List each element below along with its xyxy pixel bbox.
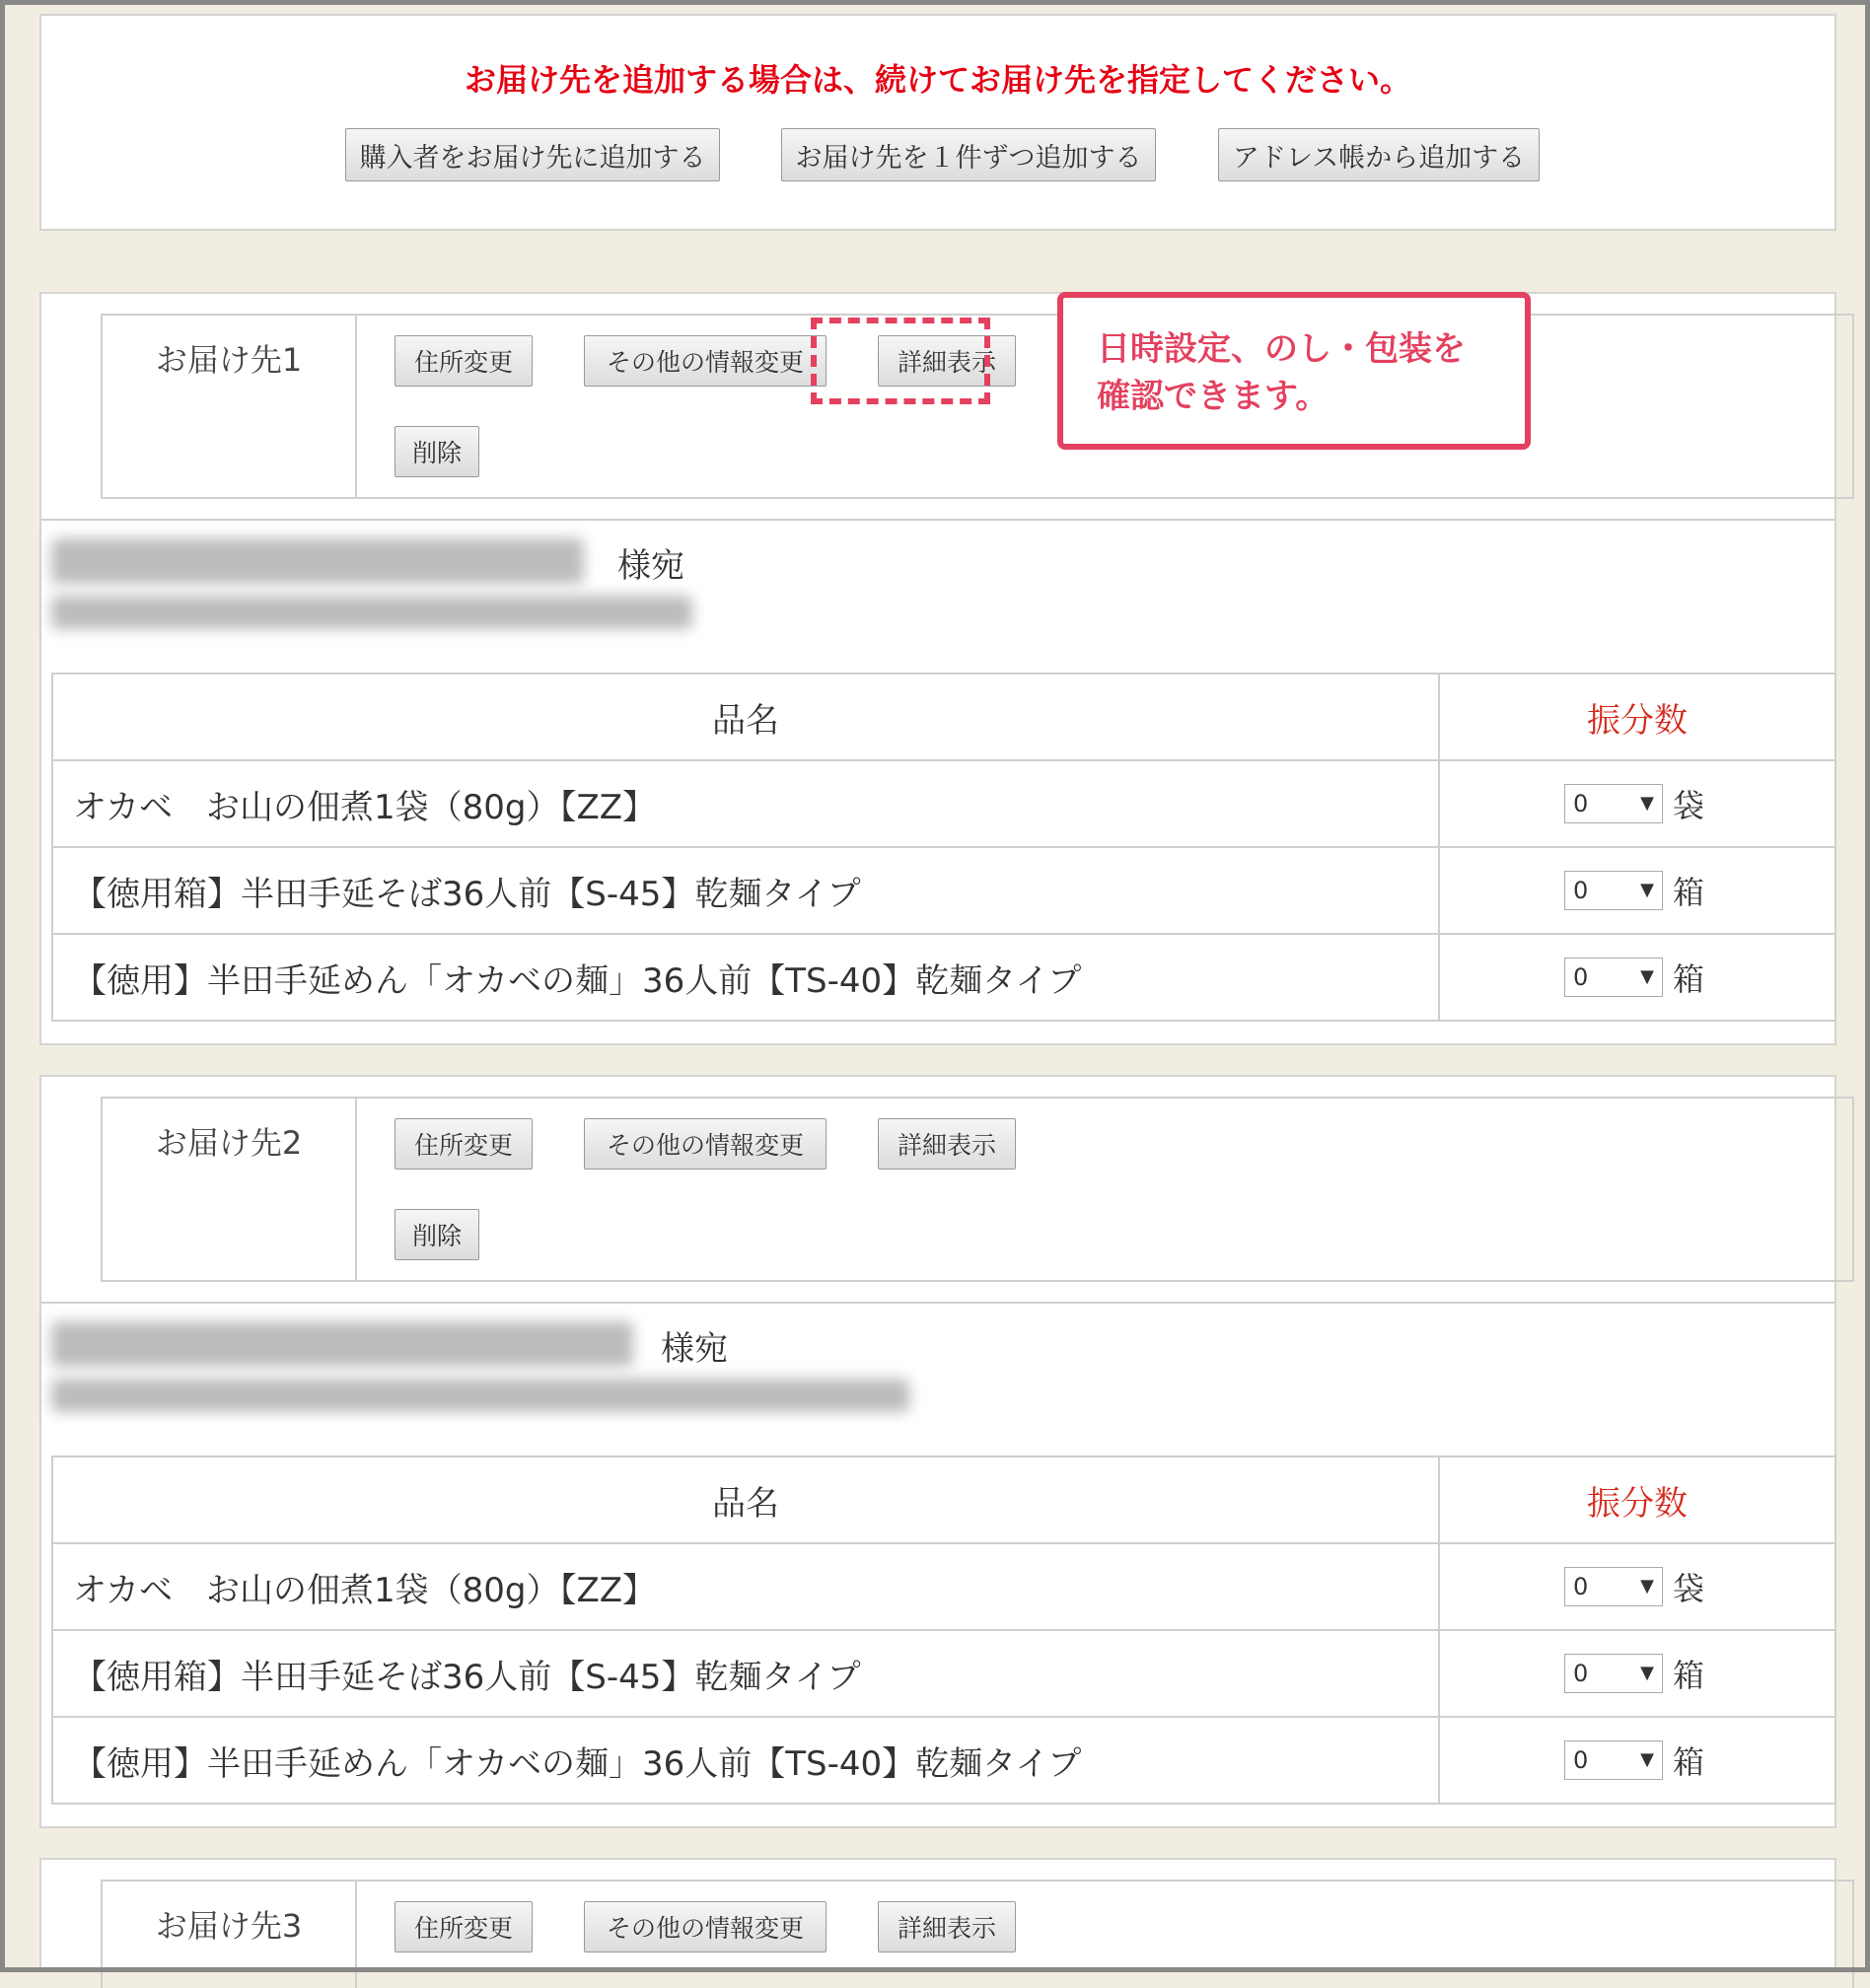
quantity-header: 振分数 <box>1439 674 1835 760</box>
destination-label: お届け先2 <box>155 1124 303 1162</box>
table-row <box>52 847 1835 934</box>
unit-label: 箱 <box>1673 1743 1705 1781</box>
detail-view-button[interactable]: 詳細表示 <box>878 1118 1016 1170</box>
recipient-address-redacted <box>51 1379 909 1412</box>
table-row <box>52 1630 1835 1717</box>
add-one-by-one-button[interactable]: お届け先を１件ずつ追加する <box>781 128 1156 181</box>
recipient-honorific: 様宛 <box>617 546 684 586</box>
table-header-row <box>52 674 1835 760</box>
table-row <box>52 1543 1835 1630</box>
product-name: オカベ お山の佃煮1袋（80g）【ZZ】 <box>52 760 1439 847</box>
product-name: 【徳用】半田手延めん「オカベの麺」36人前【TS-40】乾麺タイプ <box>52 934 1439 1021</box>
add-destination-notice: お届け先を追加する場合は、続けてお届け先を指定してください。 <box>464 61 1411 99</box>
delete-button[interactable]: 削除 <box>395 1209 479 1260</box>
product-name: オカベ お山の佃煮1袋（80g）【ZZ】 <box>52 1543 1439 1630</box>
product-name-header: 品名 <box>52 674 1439 760</box>
other-info-change-button[interactable]: その他の情報変更 <box>584 335 827 387</box>
callout-line-1: 日時設定、のし・包装を <box>1097 329 1466 369</box>
table-row <box>52 1717 1835 1804</box>
quantity-select[interactable]: 0 ▼ <box>1564 784 1663 823</box>
detail-view-button[interactable]: 詳細表示 <box>878 335 1016 387</box>
destination-label: お届け先1 <box>155 341 303 379</box>
delete-button[interactable]: 削除 <box>395 426 479 477</box>
items-table <box>51 1456 1836 1805</box>
recipient-honorific: 様宛 <box>661 1329 728 1369</box>
destination-block-2 <box>39 1075 1836 1828</box>
address-change-button[interactable]: 住所変更 <box>395 1901 533 1952</box>
detail-button-highlight <box>811 318 990 404</box>
recipient-name-redacted <box>51 1321 633 1367</box>
annotation-callout <box>1057 292 1531 450</box>
unit-label: 箱 <box>1673 1657 1705 1694</box>
table-header-row <box>52 1456 1835 1543</box>
unit-label: 箱 <box>1673 960 1705 998</box>
address-change-button[interactable]: 住所変更 <box>395 1118 533 1170</box>
table-row <box>52 760 1835 847</box>
product-name: 【徳用箱】半田手延そば36人前【S-45】乾麺タイプ <box>52 1630 1439 1717</box>
add-purchaser-button[interactable]: 購入者をお届け先に追加する <box>345 128 720 181</box>
other-info-change-button[interactable]: その他の情報変更 <box>584 1901 827 1952</box>
quantity-select[interactable]: 0 ▼ <box>1564 1567 1663 1606</box>
unit-label: 袋 <box>1673 1570 1705 1607</box>
destination-block-3 <box>39 1858 1836 1972</box>
quantity-select[interactable]: 0 ▼ <box>1564 871 1663 910</box>
unit-label: 箱 <box>1673 874 1705 911</box>
quantity-select[interactable]: 0 ▼ <box>1564 958 1663 997</box>
product-name-header: 品名 <box>52 1456 1439 1543</box>
product-name: 【徳用箱】半田手延そば36人前【S-45】乾麺タイプ <box>52 847 1439 934</box>
table-row <box>52 934 1835 1021</box>
recipient-address-redacted <box>51 596 692 629</box>
detail-view-button[interactable]: 詳細表示 <box>878 1901 1016 1952</box>
quantity-select[interactable]: 0 ▼ <box>1564 1654 1663 1693</box>
address-change-button[interactable]: 住所変更 <box>395 335 533 387</box>
add-destination-panel <box>39 14 1836 231</box>
other-info-change-button[interactable]: その他の情報変更 <box>584 1118 827 1170</box>
product-name: 【徳用】半田手延めん「オカベの麺」36人前【TS-40】乾麺タイプ <box>52 1717 1439 1804</box>
quantity-select[interactable]: 0 ▼ <box>1564 1740 1663 1780</box>
destination-header-2 <box>101 1097 1854 1282</box>
unit-label: 袋 <box>1673 787 1705 824</box>
destination-block-1 <box>39 292 1836 1045</box>
destination-label: お届け先3 <box>155 1907 303 1945</box>
recipient-name-redacted <box>51 538 584 584</box>
callout-line-2: 確認できます。 <box>1097 377 1330 416</box>
add-from-address-book-button[interactable]: アドレス帳から追加する <box>1218 128 1540 181</box>
quantity-header: 振分数 <box>1439 1456 1835 1543</box>
items-table <box>51 673 1836 1022</box>
